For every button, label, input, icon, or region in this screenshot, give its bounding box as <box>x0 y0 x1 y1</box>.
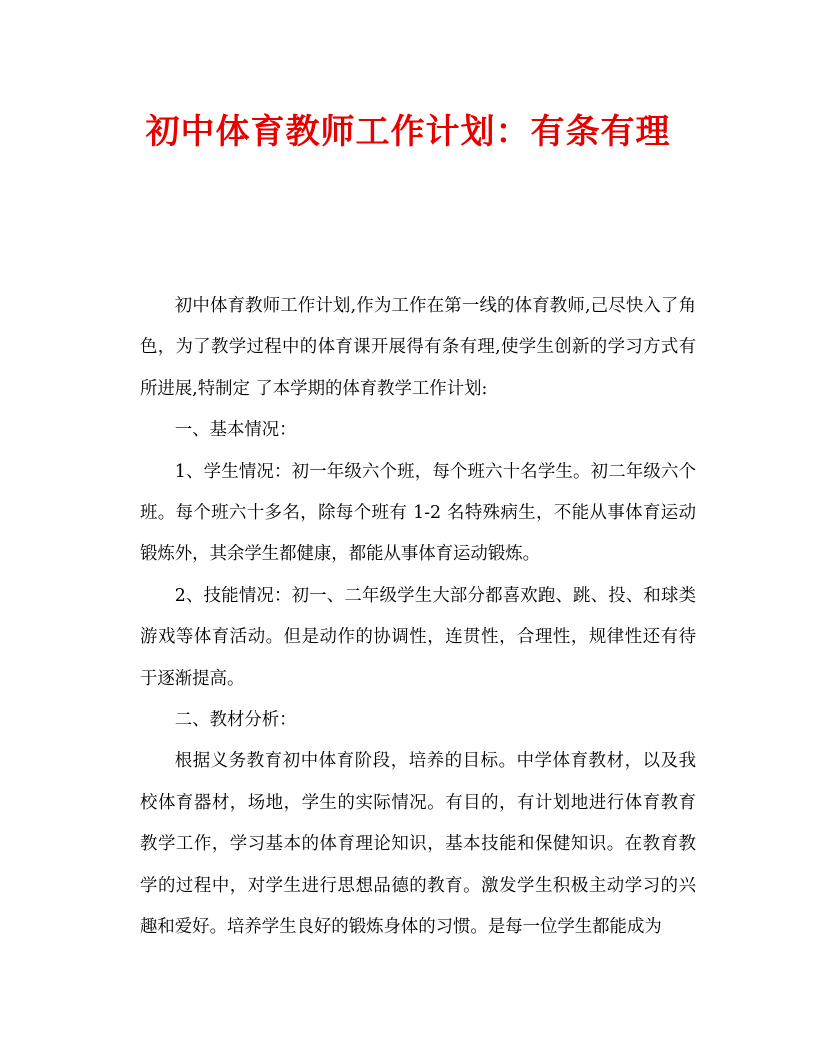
paragraph-student-situation: 1、学生情况：初一年级六个班，每个班六十名学生。初二年级六个班。每个班六十多名，除每个班有 1-2 名特殊病生，不能从事体育运动锻炼外，其余学生都健康，都能从事体育运动锻炼。 <box>140 461 696 565</box>
section-heading-basic-situation: 一、基本情况： <box>174 420 297 441</box>
section-heading-material-analysis: 二、教材分析： <box>174 710 297 731</box>
paragraph-skill-situation: 2、技能情况：初一、二年级学生大部分都喜欢跑、跳、投、和球类游戏等体育活动。但是动作的协调性，连贯性，合理性，规律性还有待于逐渐提高。 <box>140 585 696 689</box>
paragraph-intro: 初中体育教师工作计划,作为工作在第一线的体育教师,己尽快入了角色，为了教学过程中的体育课开展得有条有理,使学生创新的学习方式有所进展,特制定 了本学期的体育教学工作计划: <box>140 296 696 399</box>
document-title: 初中体育教师工作计划：有条有理 <box>145 112 671 152</box>
paragraph-material-analysis: 根据义务教育初中体育阶段，培养的目标。中学体育教材，以及我校体育器材，场地，学生的实际情况。有目的，有计划地进行体育教育教学工作，学习基本的体育理论知识，基本技能和保健知识。在教育教学的过程中，对学生进行思想品德的教育。激发学生积极主动学习的兴趣和爱好。培养学生良好的锻炼身体的习惯。是每一位学生都能成为 <box>140 751 696 938</box>
document-body <box>140 286 696 949</box>
